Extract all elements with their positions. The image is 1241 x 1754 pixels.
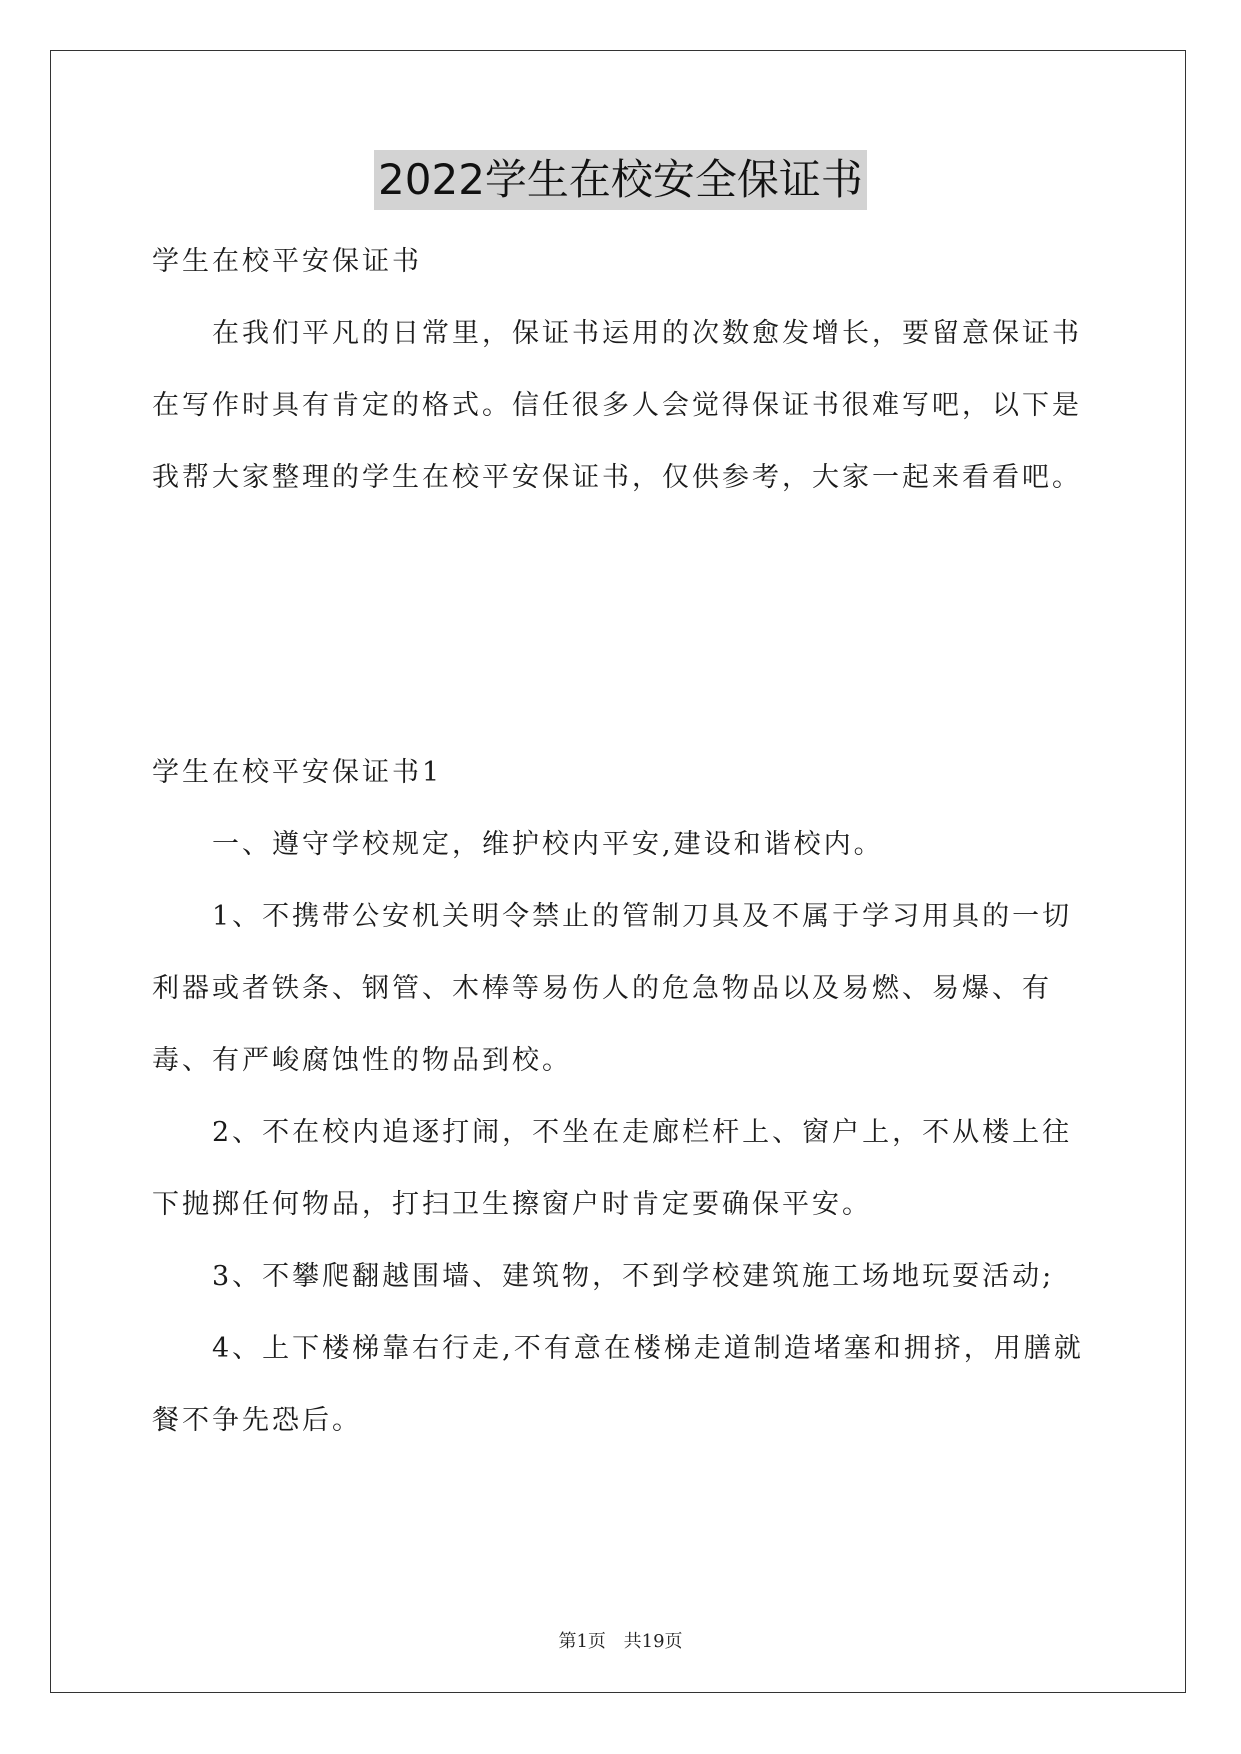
section-paragraph: 4、上下楼梯靠右行走,不有意在楼梯走道制造堵塞和拥挤，用膳就餐不争先恐后。 bbox=[152, 1333, 1084, 1436]
section-paragraph: 1、不携带公安机关明令禁止的管制刀具及不属于学习用具的一切利器或者铁条、钢管、木棒等易伤人的危急物品以及易燃、易爆、有毒、有严峻腐蚀性的物品到校。 bbox=[152, 901, 1073, 1076]
document-title: 2022学生在校安全保证书 bbox=[374, 150, 867, 210]
section-paragraph: 3、不攀爬翻越围墙、建筑物，不到学校建筑施工场地玩耍活动; bbox=[212, 1261, 1055, 1292]
section-paragraph: 一、遵守学校规定，维护校内平安,建设和谐校内。 bbox=[212, 829, 884, 860]
page-footer bbox=[0, 1627, 1241, 1653]
intro-paragraph: 在我们平凡的日常里，保证书运用的次数愈发增长，要留意保证书在写作时具有肯定的格式。信任很多人会觉得保证书很难写吧，以下是我帮大家整理的学生在校平安保证书，仅供参考，大家一起来看看吧。 bbox=[152, 318, 1082, 493]
page-total: 共19页 bbox=[623, 1631, 683, 1652]
section-heading: 学生在校平安保证书1 bbox=[152, 757, 443, 788]
intro-section bbox=[152, 226, 1092, 514]
title-container bbox=[0, 150, 1241, 210]
section-1 bbox=[152, 737, 1092, 1457]
section-paragraph: 2、不在校内追逐打闹，不坐在走廊栏杆上、窗户上，不从楼上往下抛掷任何物品，打扫卫生擦窗户时肯定要确保平安。 bbox=[152, 1117, 1073, 1220]
page-number: 第1页 bbox=[558, 1631, 606, 1652]
intro-heading: 学生在校平安保证书 bbox=[152, 246, 422, 277]
